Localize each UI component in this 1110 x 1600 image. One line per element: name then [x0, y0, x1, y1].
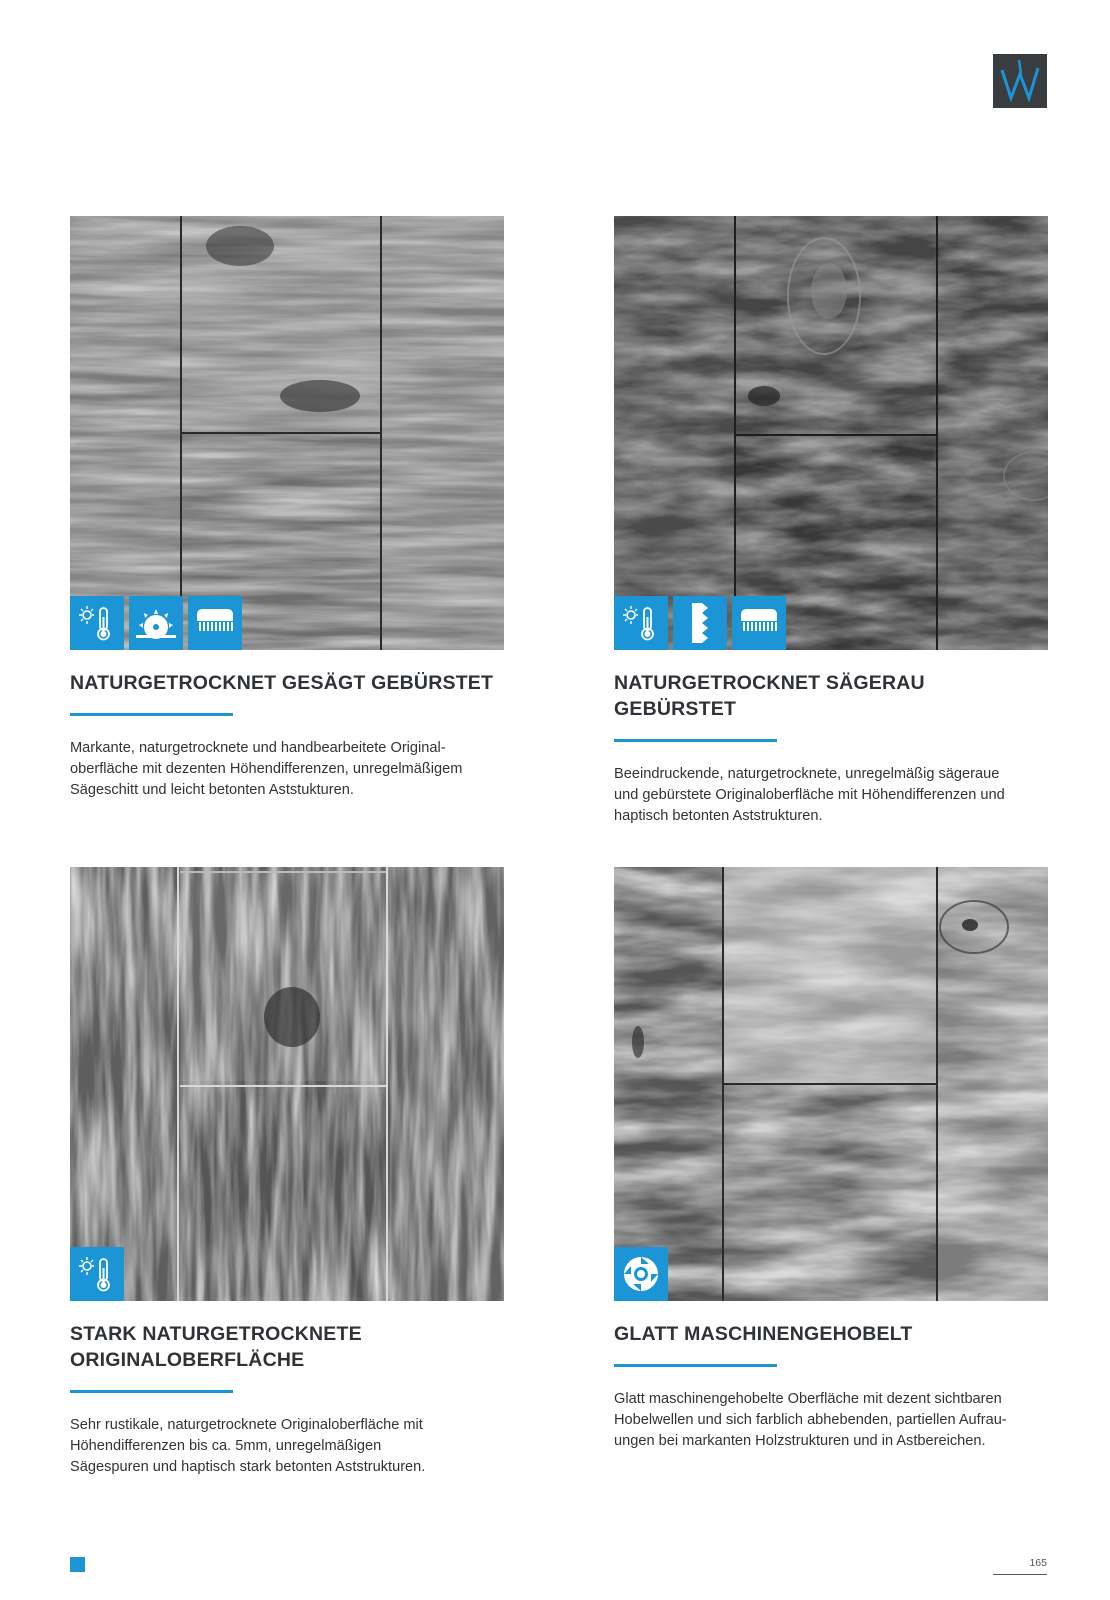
product-card-saegerau-gebuerstet: [614, 216, 1048, 827]
thermometer-sun-icon: [70, 596, 124, 650]
brand-logo: [993, 54, 1047, 108]
wood-surface-photo: [614, 216, 1048, 650]
band-saw-icon: [673, 596, 727, 650]
footer-accent-square: [70, 1557, 85, 1572]
thermometer-sun-icon: [614, 596, 668, 650]
product-card-maschinengehobelt: [614, 867, 1048, 1452]
product-card-stark-naturgetrocknet: [70, 867, 504, 1478]
page-number: 165: [1029, 1557, 1047, 1569]
wood-surface-photo: [614, 867, 1048, 1301]
card-description: Sehr rustikale, naturgetrocknete Originaloberfläche mit Höhendifferenzen bis ca. 5mm, unregelmäßigen Sägespuren und haptisch stark betonten Aststrukturen.: [70, 1417, 426, 1475]
card-description: Beeindruckende, naturgetrocknete, unregelmäßig sägeraue und gebürstete Originaloberfläche mit Höhendifferenzen und haptisch betonten Aststrukturen.: [614, 766, 1005, 824]
w-logo-icon: [993, 54, 1047, 108]
product-card-gesaegt-gebuerstet: [70, 216, 504, 801]
thermometer-sun-icon: [70, 1247, 124, 1301]
brush-icon: [732, 596, 786, 650]
title-underline: [614, 739, 777, 742]
page-number-rule: [993, 1574, 1047, 1575]
wood-surface-photo: [70, 867, 504, 1301]
circular-saw-icon: [129, 596, 183, 650]
title-underline: [614, 1364, 777, 1367]
card-title: STARK NATURGETROCKNETE ORIGINALOBERFLÄCHE: [70, 1323, 362, 1371]
card-title: NATURGETROCKNET GESÄGT GEBÜRSTET: [70, 672, 494, 694]
card-title: NATURGETROCKNET SÄGERAU GEBÜRSTET: [614, 672, 925, 720]
brush-icon: [188, 596, 242, 650]
wood-surface-photo: [70, 216, 504, 650]
card-description: Markante, naturgetrocknete und handbearbeitete Original- oberfläche mit dezenten Höhendifferenzen, unregelmäßigem Sägeschitt und leicht betonten Aststukturen.: [70, 740, 463, 798]
title-underline: [70, 713, 233, 716]
title-underline: [70, 1390, 233, 1393]
card-description: Glatt maschinengehobelte Oberfläche mit dezent sichtbaren Hobelwellen und sich farblich abhebenden, partiellen Aufrau- ungen bei markanten Holzstrukturen und in Astbereichen.: [614, 1391, 1007, 1449]
planer-blade-icon: [614, 1247, 668, 1301]
card-title: GLATT MASCHINENGEHOBELT: [614, 1323, 913, 1345]
